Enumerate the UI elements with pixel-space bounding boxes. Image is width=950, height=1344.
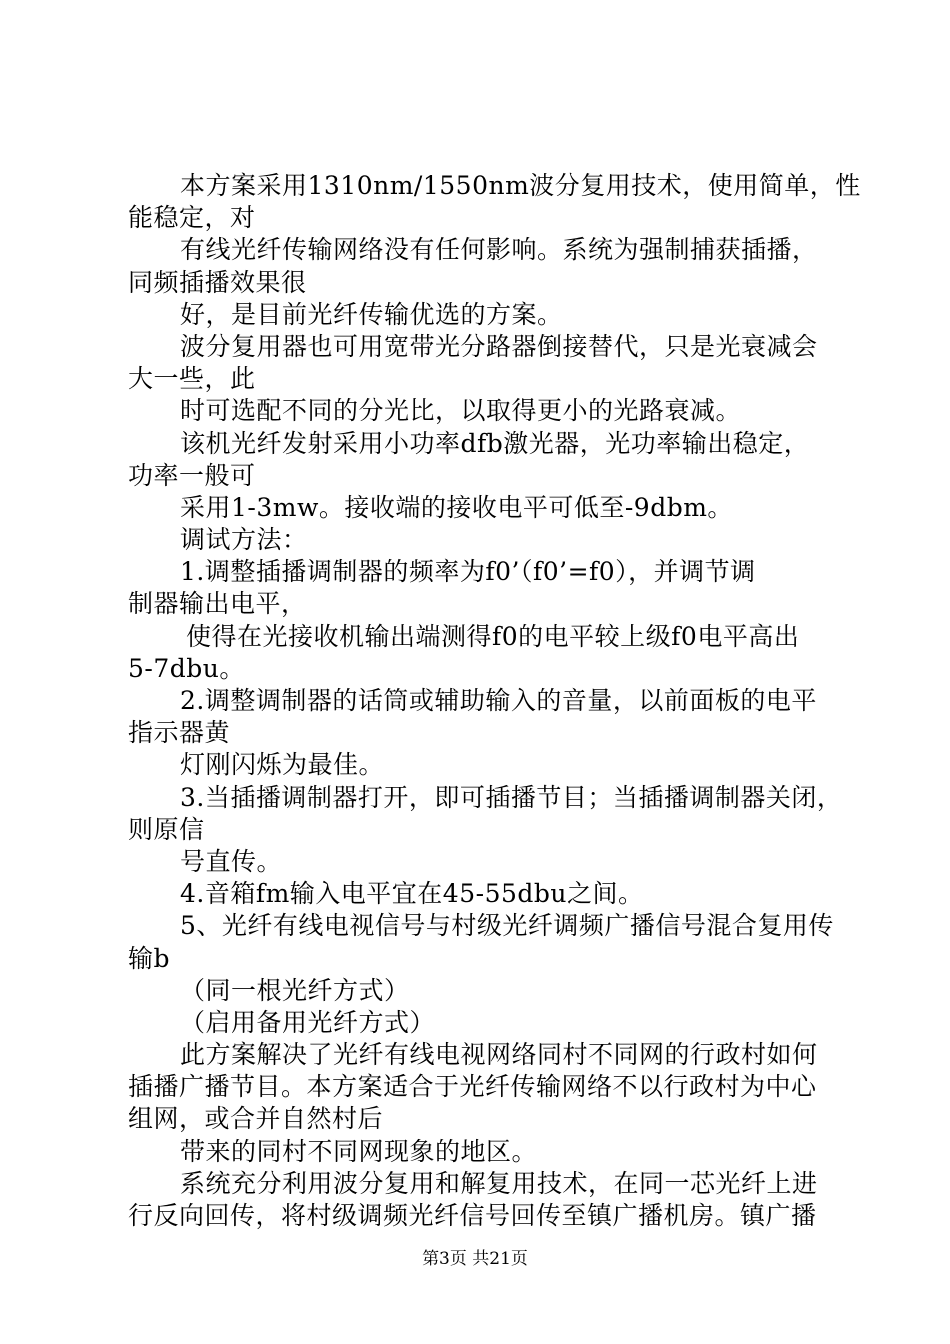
text-line: 好，是目前光纤传输优选的方案。 xyxy=(180,299,563,329)
text-line: 时可选配不同的分光比，以取得更小的光路衰减。 xyxy=(180,396,742,426)
text-line: （同一根光纤方式） xyxy=(180,975,410,1005)
page-number-footer: 第3页 共21页 xyxy=(422,1249,528,1269)
text-line: （启用备用光纤方式） xyxy=(180,1007,436,1037)
text-line: 同频插播效果很 xyxy=(128,267,307,297)
text-line: 采用1-3mw。接收端的接收电平可低至-9dbm。 xyxy=(180,492,733,522)
text-line: 2.调整调制器的话筒或辅助输入的音量，以前面板的电平 xyxy=(180,686,817,715)
text-line: 5-7dbu。 xyxy=(128,653,245,683)
text-line: 插播广播节目。本方案适合于光纤传输网络不以行政村为中心 xyxy=(128,1072,817,1102)
text-line: 有线光纤传输网络没有任何影响。系统为强制捕获插播， xyxy=(180,235,818,265)
text-line: 该机光纤发射采用小功率dfb激光器，光功率输出稳定， xyxy=(180,428,810,458)
text-line: 行反向回传，将村级调频光纤信号回传至镇广播机房。镇广播 xyxy=(128,1201,817,1230)
text-line: 能稳定，对 xyxy=(128,203,256,233)
text-line: 输b xyxy=(128,943,171,973)
document-body xyxy=(128,170,861,1232)
text-line: 调试方法： xyxy=(180,525,308,555)
text-line: 使得在光接收机输出端测得f0的电平较上级f0电平高出 xyxy=(186,621,800,651)
text-line: 号直传。 xyxy=(180,846,283,876)
text-line: 组网，或合并自然村后 xyxy=(128,1104,384,1134)
text-line: 5、光纤有线电视信号与村级光纤调频广播信号混合复用传 xyxy=(180,911,834,941)
text-line: 则原信 xyxy=(128,814,205,844)
text-line: 带来的同村不同网现象的地区。 xyxy=(180,1136,538,1166)
text-line: 指示器黄 xyxy=(128,718,231,748)
text-line: 功率一般可 xyxy=(128,460,256,490)
text-line: 大一些，此 xyxy=(128,364,256,394)
text-line: 系统充分利用波分复用和解复用技术，在同一芯光纤上进 xyxy=(180,1168,818,1198)
text-line: 1.调整插播调制器的频率为f0’（f0’=f0），并调节调 xyxy=(180,557,756,587)
text-line: 本方案采用1310nm/1550nm波分复用技术，使用简单，性 xyxy=(180,171,861,200)
text-line: 4.音箱fm输入电平宜在45-55dbu之间。 xyxy=(180,879,644,909)
text-line: 此方案解决了光纤有线电视网络同村不同网的行政村如何 xyxy=(180,1040,818,1070)
text-line: 波分复用器也可用宽带光分路器倒接替代，只是光衰减会 xyxy=(180,331,818,361)
text-line: 灯刚闪烁为最佳。 xyxy=(180,750,385,780)
text-line: 3.当插播调制器打开，即可插播节目；当插播调制器关闭， xyxy=(180,782,843,812)
text-line: 制器输出电平， xyxy=(128,589,307,619)
